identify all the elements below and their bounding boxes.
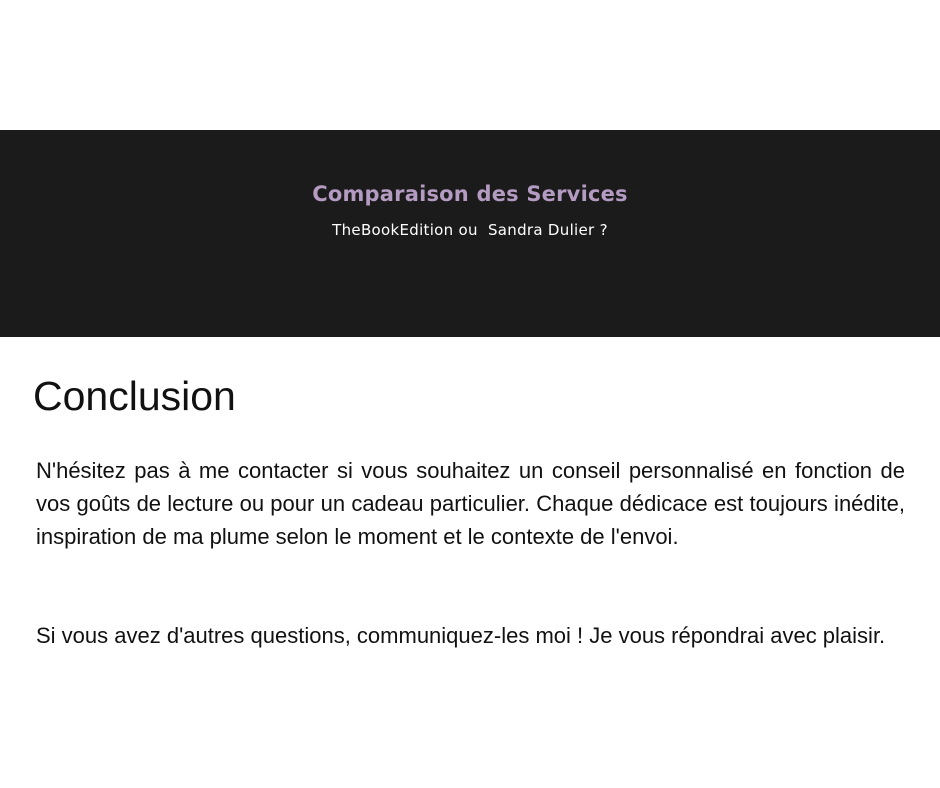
section-heading: Conclusion — [33, 373, 236, 419]
conclusion-paragraph-2: Si vous avez d'autres questions, communiquez-les moi ! Je vous répondrai avec plaisir. — [36, 623, 886, 648]
banner-title: Comparaison des Services — [312, 182, 628, 206]
banner-subtitle: TheBookEdition ou Sandra Dulier ? — [332, 221, 608, 239]
header-banner — [0, 130, 940, 337]
conclusion-paragraph-1: N'hésitez pas à me contacter si vous souhaitez un conseil personnalisé en fonction de vos goûts de lecture ou pour un cadeau particulier. Chaque dédicace est toujours inédite, inspiration de ma plume selon le moment et le contexte de l'envoi. — [36, 458, 905, 549]
